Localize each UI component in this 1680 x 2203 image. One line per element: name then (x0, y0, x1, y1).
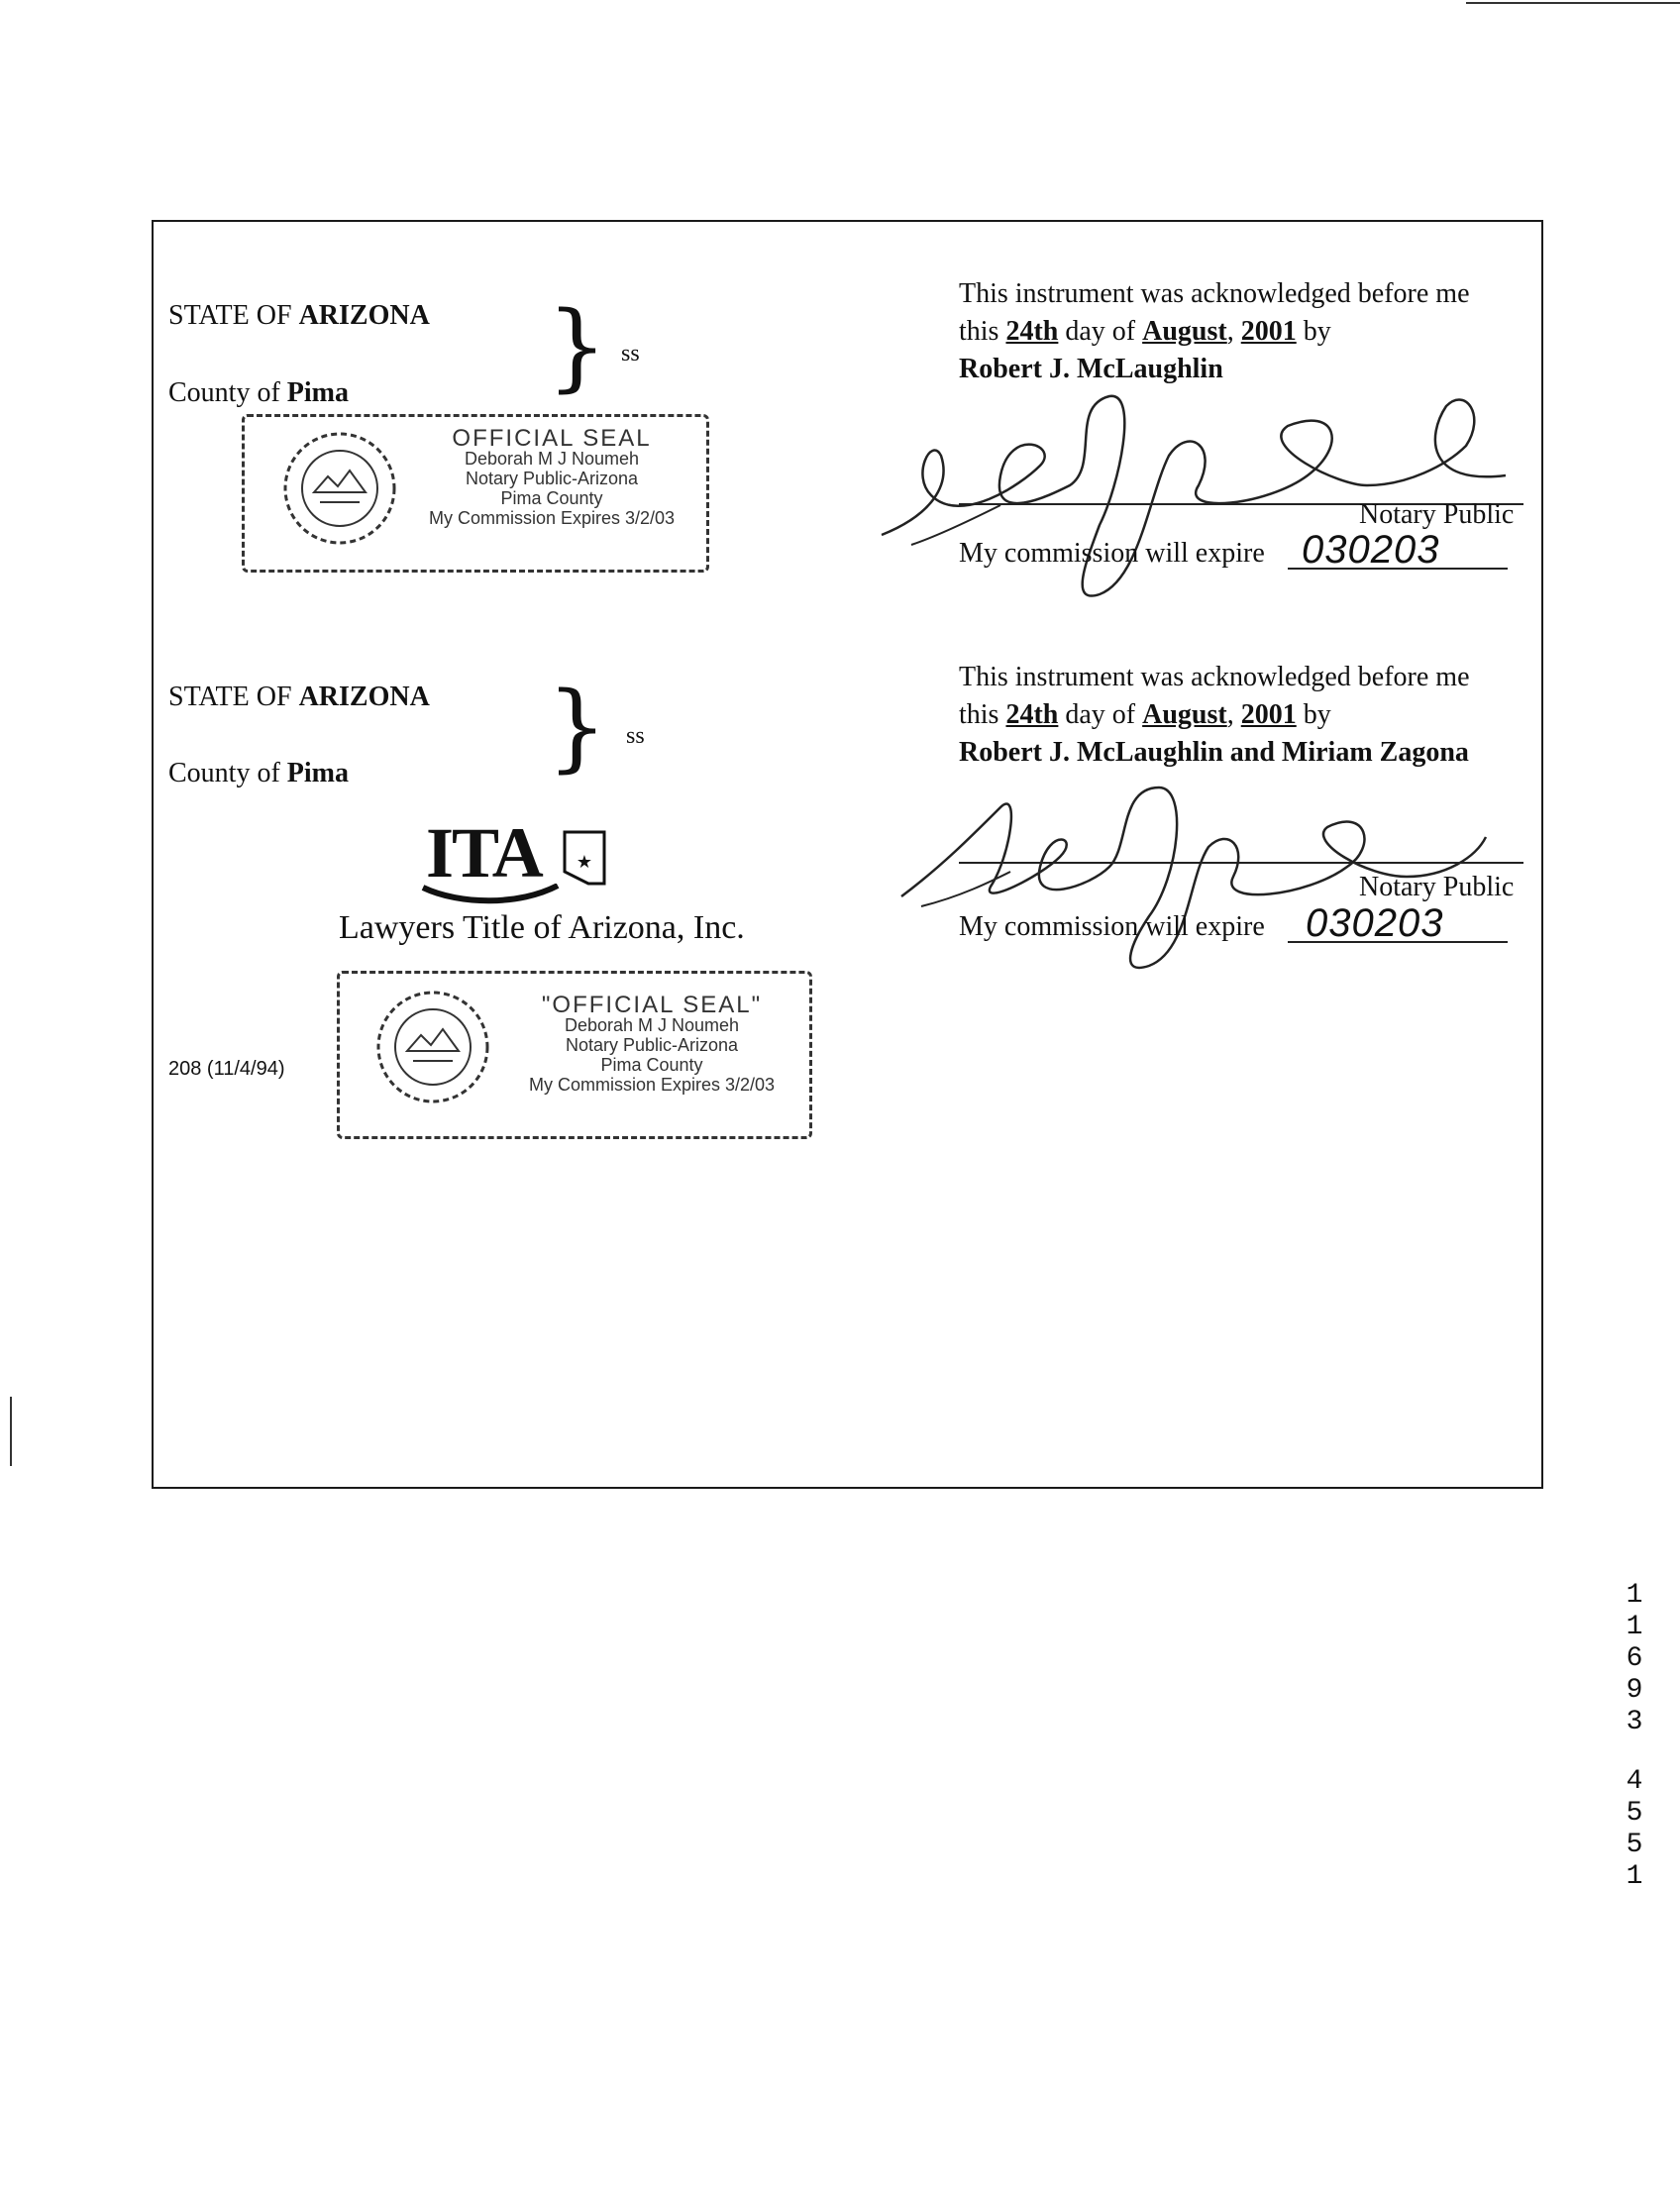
notary-public-label-2: Notary Public (1359, 872, 1515, 902)
svg-text:★: ★ (576, 852, 593, 873)
margin-recording-code: 1 1 6 9 3 4 5 5 1 (1626, 1580, 1643, 1892)
arizona-state-seal-icon (373, 988, 492, 1106)
seal-title-1: OFFICIAL SEAL (452, 425, 652, 452)
notary-seal-2 (337, 971, 812, 1139)
county-line-1: County of Pima (168, 377, 349, 408)
scan-side-mark (10, 1397, 12, 1466)
ss-label-2: ss (626, 723, 645, 749)
county-line-2: County of Pima (168, 758, 349, 788)
notary-signature-1 (872, 367, 1506, 614)
seal-expires-1: My Commission Expires 3/2/03 (428, 508, 676, 528)
commission-label-2: My commission will expire (959, 911, 1265, 942)
ss-label-1: ss (621, 341, 640, 367)
seal-county-2: Pima County (600, 1055, 703, 1075)
brace-1: } (547, 291, 608, 402)
scan-edge-mark (1466, 2, 1680, 4)
notary-seal-1 (242, 414, 709, 573)
state-line-1: STATE OF ARIZONA (168, 300, 430, 331)
company-name: Lawyers Title of Arizona, Inc. (339, 909, 745, 946)
seal-name-1: Deborah M J Noumeh (464, 449, 640, 469)
expire-date-2: 030203 (1306, 901, 1444, 945)
ita-logo: ITA (426, 813, 542, 892)
acknowledgment-2 (959, 659, 1470, 772)
commission-label-1: My commission will expire (959, 538, 1265, 569)
arizona-map-icon (561, 828, 610, 888)
signer-name-2: Robert J. McLaughlin and Miriam Zagona (959, 737, 1469, 768)
ack-intro-1: This instrument was acknowledged before me (959, 278, 1470, 309)
seal-name-2: Deborah M J Noumeh (564, 1015, 740, 1035)
ack-intro-2: This instrument was acknowledged before me (959, 662, 1470, 692)
form-number: 208 (11/4/94) (168, 1058, 285, 1080)
ack-date-line-1: this 24th day of August, 2001 by (959, 316, 1331, 347)
signature-line-2 (959, 862, 1523, 864)
brace-2: } (547, 672, 608, 783)
state-line-2: STATE OF ARIZONA (168, 682, 430, 712)
seal-expires-2: My Commission Expires 3/2/03 (528, 1075, 776, 1095)
arizona-state-seal-icon (280, 429, 399, 548)
seal-title-2: "OFFICIAL SEAL" (541, 992, 763, 1018)
seal-role-2: Notary Public-Arizona (565, 1035, 739, 1055)
expire-date-1: 030203 (1302, 528, 1440, 572)
ack-date-line-2: this 24th day of August, 2001 by (959, 699, 1331, 730)
logo-swoosh-icon (421, 884, 560, 905)
signer-name-1: Robert J. McLaughlin (959, 354, 1223, 384)
seal-role-1: Notary Public-Arizona (465, 469, 639, 488)
notary-public-label-1: Notary Public (1359, 499, 1515, 530)
seal-county-1: Pima County (500, 488, 603, 508)
